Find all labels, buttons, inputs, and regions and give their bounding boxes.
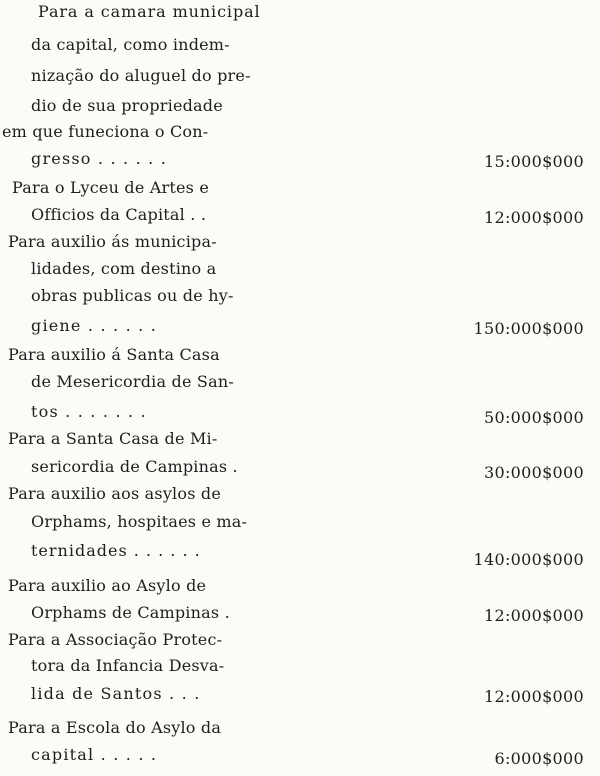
entry-3-amount: 150:000$000 — [473, 319, 584, 338]
entry-1-line-5: em que funeciona o Con- — [2, 122, 209, 141]
entry-1-line-1: Para a camara municipal — [38, 2, 261, 21]
entry-3-line-2: lidades, com destino a — [31, 259, 217, 278]
entry-7-amount: 12:000$000 — [483, 606, 584, 625]
entry-7-line-1: Para auxilio ao Asylo de — [8, 576, 207, 595]
entry-3-line-4: giene . . . . . . — [31, 316, 158, 335]
entry-8-amount: 12:000$000 — [483, 687, 584, 706]
entry-3-line-3: obras publicas ou de hy- — [31, 286, 234, 305]
entry-9-line-1: Para a Escola do Asylo da — [8, 718, 222, 737]
entry-6-line-1: Para auxilio aos asylos de — [8, 484, 222, 503]
entry-4-amount: 50:000$000 — [483, 408, 584, 427]
entry-1-amount: 15:000$000 — [483, 152, 584, 171]
entry-8-line-3: lida de Santos . . . — [31, 684, 201, 703]
entry-2-amount: 12:000$000 — [483, 208, 584, 227]
entry-4-line-3: tos . . . . . . . — [31, 402, 147, 421]
entry-5-line-1: Para a Santa Casa de Mi- — [8, 429, 218, 448]
entry-6-line-3: ternidades . . . . . . — [31, 541, 201, 560]
entry-1-line-4: dio de sua propriedade — [31, 96, 223, 115]
entry-7-line-2: Orphams de Campinas . — [31, 603, 230, 622]
entry-1-line-6: gresso . . . . . . — [31, 149, 168, 168]
entry-9-line-2: capital . . . . . — [31, 745, 158, 764]
entry-5-amount: 30:000$000 — [483, 463, 584, 482]
entry-6-amount: 140:000$000 — [473, 550, 584, 569]
entry-1-line-3: nização do aluguel do pre- — [31, 66, 251, 85]
entry-6-line-2: Orphams, hospitaes e ma- — [31, 512, 248, 531]
entry-8-line-2: tora da Infancia Desva- — [31, 656, 225, 675]
entry-2-line-1: Para o Lyceu de Artes e — [12, 178, 210, 197]
entry-9-amount: 6:000$000 — [494, 749, 584, 768]
entry-4-line-1: Para auxilio á Santa Casa — [8, 345, 220, 364]
entry-3-line-1: Para auxilio ás municipa- — [8, 232, 217, 251]
entry-8-line-1: Para a Associação Protec- — [8, 630, 223, 649]
entry-4-line-2: de Mesericordia de San- — [31, 372, 234, 391]
entry-1-line-2: da capital, como indem- — [31, 35, 230, 54]
entry-5-line-2: sericordia de Campinas . — [31, 457, 238, 476]
entry-2-line-2: Officios da Capital . . — [31, 205, 207, 224]
